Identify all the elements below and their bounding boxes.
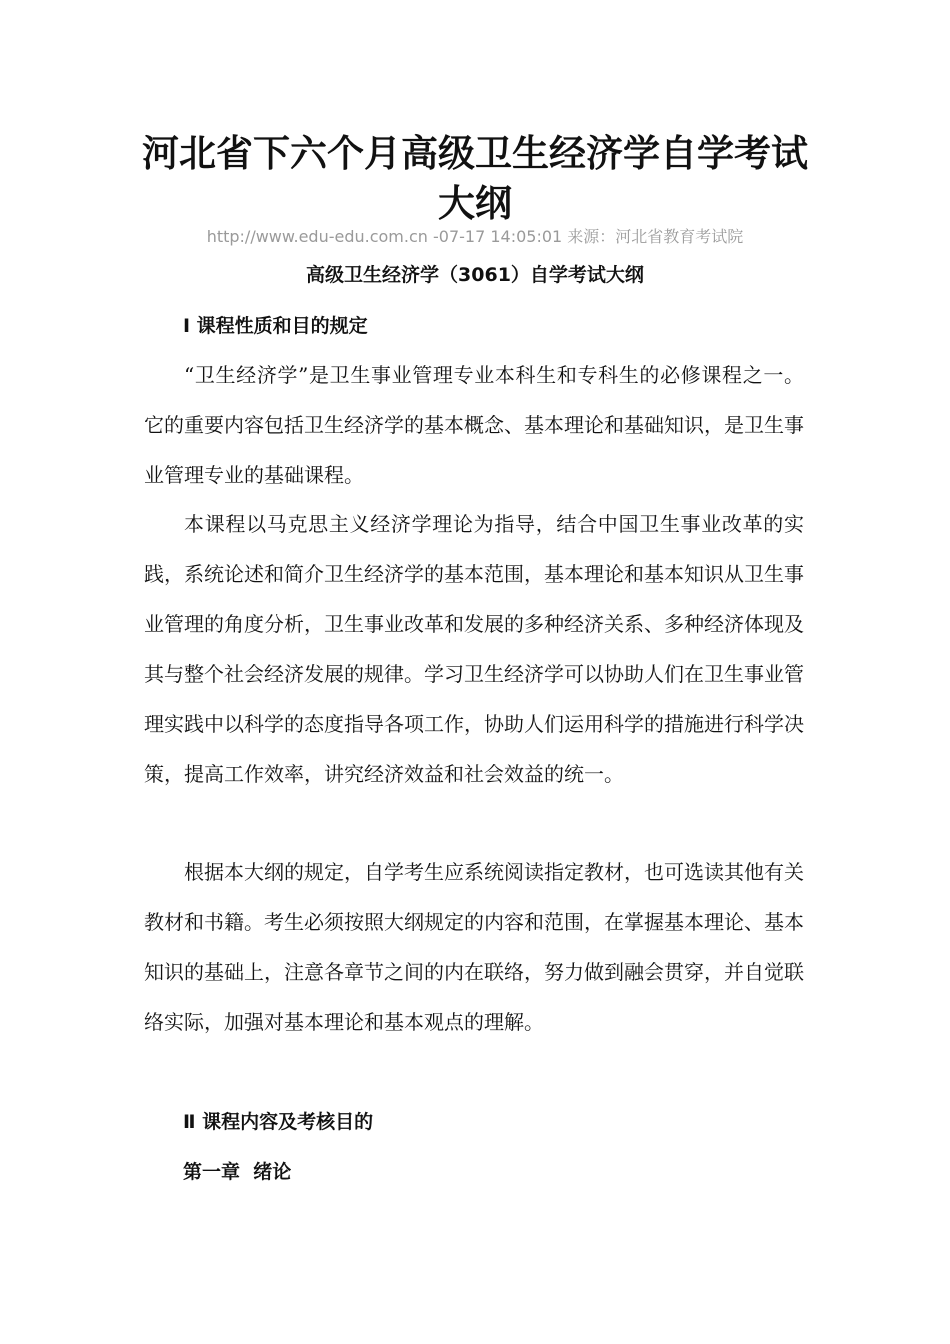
syllabus-subtitle: 高级卫生经济学（3061）自学考试大纲 (306, 264, 644, 286)
source-meta-line: http://www.edu-edu.com.cn -07-17 14:05:01 来源：河北省教育考试院 (206, 227, 744, 246)
paragraph-1: “卫生经济学”是卫生事业管理专业本科生和专科生的必修课程之一。它的重要内容包括卫生经济学的基本概念、基本理论和基础知识，是卫生事业管理专业的基础课程。 (144, 363, 804, 487)
section-heading-2: Ⅱ 课程内容及考核目的 (183, 1111, 374, 1133)
chapter-heading-1: 第一章 绪论 (183, 1161, 292, 1183)
paragraph-3: 根据本大纲的规定，自学考生应系统阅读指定教材，也可选读其他有关教材和书籍。考生必须按照大纲规定的内容和范围，在掌握基本理论、基本知识的基础上，注意各章节之间的内在联络，努力做到融会贯穿，并自觉联络实际，加强对基本理论和基本观点的理解。 (144, 860, 804, 1034)
section-heading-1: Ⅰ 课程性质和目的规定 (183, 315, 368, 337)
paragraph-2: 本课程以马克思主义经济学理论为指导，结合中国卫生事业改革的实践，系统论述和简介卫生经济学的基本范围，基本理论和基本知识从卫生事业管理的角度分析，卫生事业改革和发展的多种经济关系、多种经济体现及其与整个社会经济发展的规律。学习卫生经济学可以协助人们在卫生事业管理实践中以科学的态度指导各项工作，协助人们运用科学的措施进行科学决策，提高工作效率，讲究经济效益和社会效益的统一。 (144, 512, 804, 786)
document-title: 河北省下六个月高级卫生经济学自学考试大纲 (142, 131, 808, 225)
